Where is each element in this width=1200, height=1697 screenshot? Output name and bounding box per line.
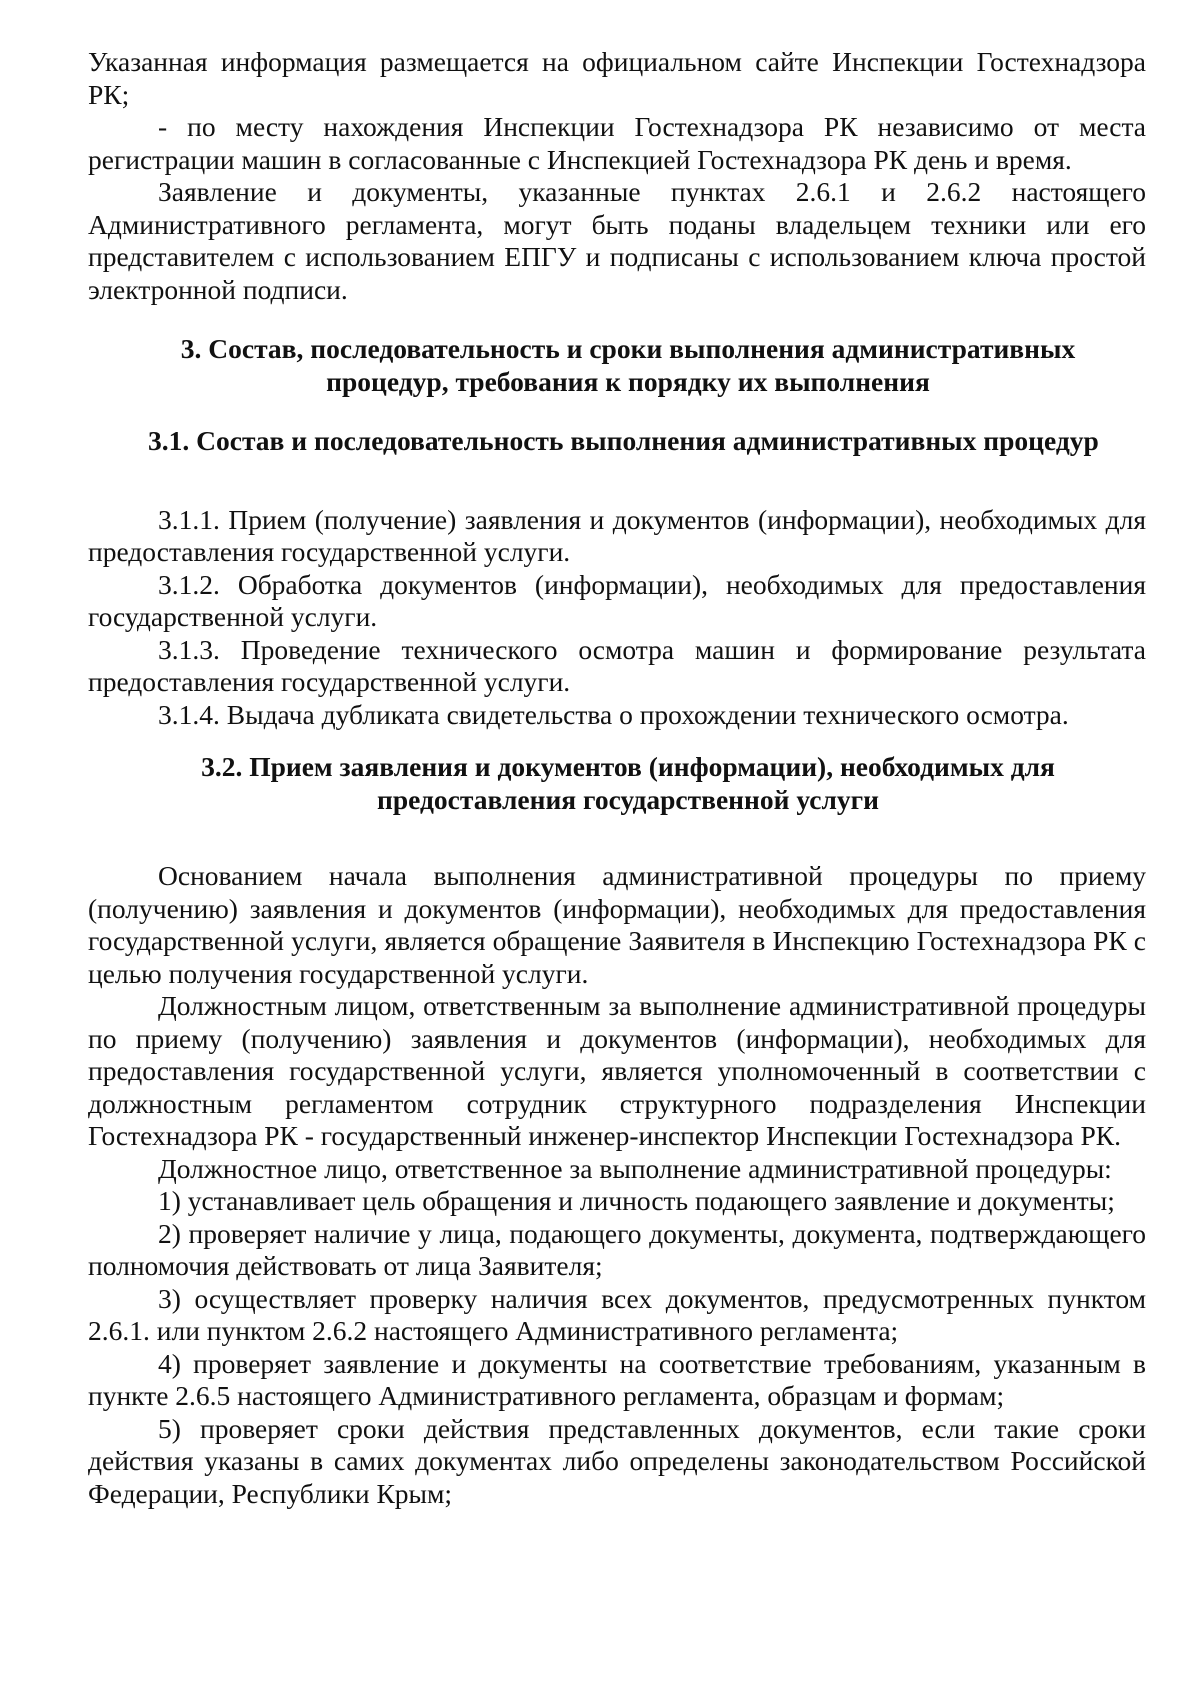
list-item: 4) проверяет заявление и документы на соответствие требованиям, указанным в пункте 2.6.5 настоящего Административного регламента, образцам и формам; (88, 1347, 1146, 1411)
intro-paragraph-1: Указанная информация размещается на официальном сайте Инспекции Гостехнадзора РК; (88, 46, 1146, 110)
list-item: 3.1.2. Обработка документов (информации), необходимых для предоставления государственной услуги. (88, 568, 1146, 632)
spacer (88, 458, 1146, 504)
spacer (88, 306, 1146, 333)
intro-paragraph-2: - по месту нахождения Инспекции Гостехнадзора РК независимо от места регистрации машин в согласованные с Инспекцией Гостехнадзора РК день и время. (88, 111, 1146, 175)
list-item: 3) осуществляет проверку наличия всех документов, предусмотренных пунктом 2.6.1. или пунктом 2.6.2 настоящего Административного регламента; (88, 1282, 1146, 1346)
list-item: 3.1.3. Проведение технического осмотра машин и формирование результата предоставления государственной услуги. (88, 633, 1146, 697)
section-3-heading-line2: процедур, требования к порядку их выполнения (326, 365, 930, 397)
body-paragraph: Основанием начала выполнения административной процедуры по приему (получению) заявления и документов (информации), необходимых для предоставления государственной услуги, является обращение Заявителя в Инспекцию Гостехнадзора РК с целью получения государственной услуги. (88, 860, 1146, 989)
list-item: 5) проверяет сроки действия представленных документов, если такие сроки действия указаны в самих документах либо определены законодательством Российской Федерации, Республики Крым; (88, 1412, 1146, 1509)
list-item: 3.1.4. Выдача дубликата свидетельства о прохождении технического осмотра. (158, 698, 1069, 730)
document-body (88, 46, 1146, 1510)
spacer (88, 398, 1146, 425)
section-3-1-heading: 3.1. Состав и последовательность выполнения административных процедур (148, 425, 1099, 456)
body-paragraph: Должностным лицом, ответственным за выполнение административной процедуры по приему (получению) заявления и документов (информации), необходимых для предоставления государственной услуги, является уполномоченный в соответствии с должностным регламентом сотрудник структурного подразделения Инспекции Гостехнадзора РК - государственный инженер-инспектор Инспекции Гостехнадзора РК. (88, 990, 1146, 1151)
list-item: 1) устанавливает цель обращения и личность подающего заявление и документы; (158, 1185, 1115, 1216)
list-item: 3.1.1. Прием (получение) заявления и документов (информации), необходимых для предоставления государственной услуги. (88, 503, 1146, 567)
spacer (88, 731, 1146, 751)
section-3-2-heading-line2: предоставления государственной услуги (377, 783, 879, 815)
section-3-heading-line1: 3. Состав, последовательность и сроки выполнения административных (180, 333, 1076, 364)
section-3-2-heading-line1: 3.2. Прием заявления и документов (информации), необходимых для (201, 751, 1055, 782)
list-item: 2) проверяет наличие у лица, подающего документы, документа, подтверждающего полномочия действовать от лица Заявителя; (88, 1217, 1146, 1281)
spacer (88, 816, 1146, 860)
body-paragraph: Должностное лицо, ответственное за выполнение административной процедуры: (158, 1152, 1112, 1184)
section-3-heading (88, 333, 1146, 398)
section-3-2-heading (88, 751, 1146, 816)
intro-paragraph-3: Заявление и документы, указанные пунктах 2.6.1 и 2.6.2 настоящего Административного регламента, могут быть поданы владельцем техники или его представителем с использованием ЕПГУ и подписаны с использованием ключа простой электронной подписи. (88, 176, 1146, 305)
